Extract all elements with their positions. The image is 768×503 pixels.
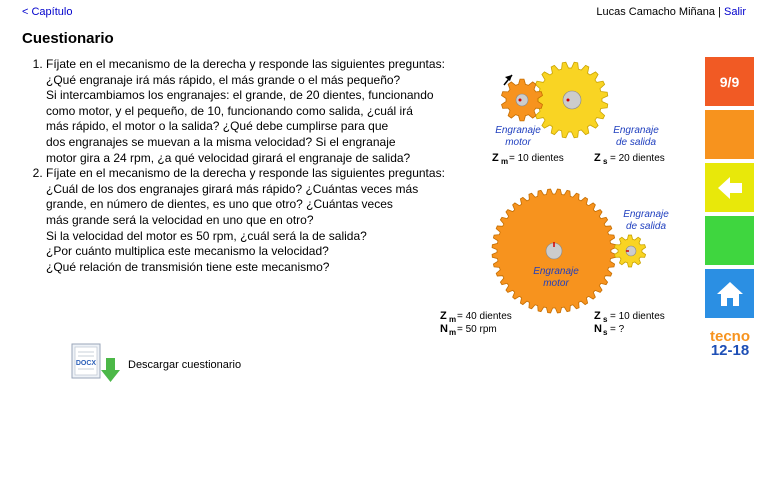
logout-link[interactable]: Salir (723, 6, 746, 18)
user-bar (596, 6, 746, 18)
page-counter: 9/9 (705, 57, 754, 106)
back-to-chapter-link[interactable]: < Capítulo (22, 6, 73, 18)
zm-subscript: m (449, 315, 457, 324)
gear-diagram-2 (440, 189, 669, 337)
question-line: Si intercambiamos los engranajes: el grande, de 20 dientes, funcionando (46, 88, 434, 103)
nm-value: = 50 rpm (457, 324, 497, 335)
back-arrow-icon (715, 173, 745, 203)
zm-value: = 40 dientes (457, 311, 512, 322)
home-icon (715, 279, 745, 309)
question-line: grande, en número de dientes, es uno que otro? ¿Cuántas veces (46, 197, 393, 212)
home-button[interactable] (705, 269, 754, 318)
motor-gear-hub (516, 94, 528, 106)
output-gear-mark (567, 99, 570, 102)
zm-symbol: Z (492, 152, 499, 164)
question-line: Si la velocidad del motor es 50 rpm, ¿cuál será la de salida? (46, 228, 367, 243)
download-questionnaire-link[interactable]: Descargar cuestionario (128, 359, 242, 371)
output-gear-label: Engranaje (613, 125, 659, 136)
blank-tile[interactable] (705, 216, 754, 265)
zs-symbol: Z (594, 310, 601, 322)
question-line: dos engranajes se muevan a la misma velocidad? Si el engranaje (46, 134, 396, 149)
sidebar-nav (705, 57, 754, 322)
question-line: más rápido, el motor o la salida? ¿Qué debe cumplirse para que (46, 119, 389, 134)
ns-symbol: N (594, 323, 602, 335)
question-line: motor gira a 24 rpm, ¿a qué velocidad girará el engranaje de salida? (46, 150, 411, 165)
question-line: ¿Qué relación de transmisión tiene este mecanismo? (46, 259, 330, 274)
zs-value: = 20 dientes (610, 153, 665, 164)
zm-symbol: Z (440, 310, 447, 322)
tecno-logo[interactable] (704, 330, 756, 358)
question-line: más grande será la velocidad en uno que en otro? (46, 212, 314, 227)
question-line: Fíjate en el mecanismo de la derecha y responde las siguientes preguntas: (46, 57, 445, 71)
docx-label: DOCX (75, 360, 97, 367)
back-button[interactable] (705, 163, 754, 212)
question-line: ¿Qué engranaje irá más rápido, el más grande o el más pequeño? (46, 72, 401, 87)
question-line: Fíjate en el mecanismo de la derecha y responde las siguientes preguntas: (46, 166, 445, 181)
question-line: ¿Cuál de los dos engranajes girará más rápido? ¿Cuántas veces más (46, 181, 419, 196)
separator: | (718, 6, 721, 18)
nm-subscript: m (449, 328, 457, 337)
page-title: Cuestionario (22, 30, 114, 47)
gear-diagram-1 (492, 62, 665, 166)
blank-tile[interactable] (705, 110, 754, 159)
zm-value: = 10 dientes (509, 153, 564, 164)
user-name: Lucas Camacho Miñana (596, 6, 715, 18)
question-line: como motor, y el pequeño, de 10, funcionando como salida, ¿cuál irá (46, 103, 413, 118)
motor-gear-label: Engranaje (495, 125, 541, 136)
gear-diagrams (420, 55, 690, 355)
zm-subscript: m (501, 157, 509, 166)
motor-gear-label: motor (543, 278, 569, 289)
output-gear-label: Engranaje (623, 209, 669, 220)
output-gear-hub (563, 91, 581, 109)
zs-subscript: s (603, 157, 608, 166)
docx-download-icon[interactable] (70, 342, 130, 384)
nm-symbol: N (440, 323, 448, 335)
motor-gear-mark (519, 99, 522, 102)
motor-gear-label: motor (505, 137, 531, 148)
output-gear-label: de salida (615, 137, 657, 148)
ns-subscript: s (603, 328, 608, 337)
logo-line-1: tecno (709, 328, 750, 345)
motor-gear-label: Engranaje (533, 266, 579, 277)
output-gear-label: de salida (625, 221, 667, 232)
ns-value: = ? (610, 324, 625, 335)
question-line: ¿Por cuánto multiplica este mecanismo la velocidad? (46, 244, 329, 259)
zs-symbol: Z (594, 152, 601, 164)
zs-value: = 10 dientes (610, 311, 665, 322)
zs-subscript: s (603, 315, 608, 324)
logo-line-2: 12-18 (710, 342, 750, 359)
